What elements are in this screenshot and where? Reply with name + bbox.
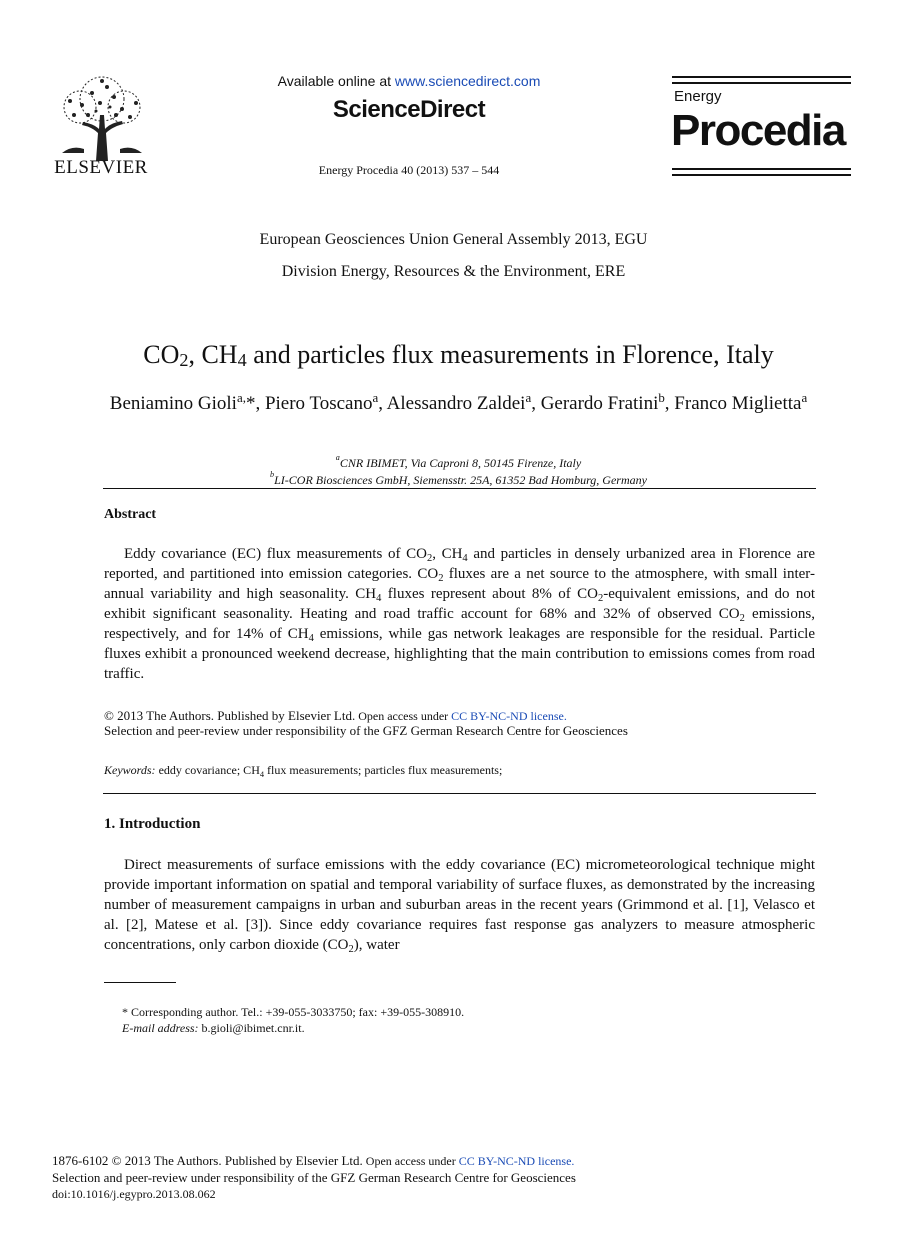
abstract-text: Eddy covariance (EC) flux measurements of $CO_2$, $CH_4$ and particles in densely urbanized area in Florence are reported, and partitioned into emission categories. $CO_2$ fluxes are a net source to the atmosphere, with small inter-annual variability and high seasonality. $CH_4$ fluxes represent about 8% of $CO_2$-equivalent emissions, and do not exhibit significant seasonality. Heating and road traffic account for 68% and 32% of observed $CO_2$ emissions, respectively, and for 14% of $CH_4$ emissions, while gas network leakages are responsible for the residual. Particle fluxes exhibit a pronounced weekend decrease, highlighting that the main contribution to emissions comes from road traffic. [104,546,816,682]
affiliation-b: $^b$LI-COR Biosciences GmbH, Siemensstr. 25A, 61352 Bad Homburg, Germany [270,470,647,487]
author-toscano: , Piero Toscano [255,393,373,414]
sciencedirect-logo-text: ScienceDirect [332,96,486,123]
author-zaldei: , Alessandro Zaldei [378,393,526,414]
divider-top [103,488,816,489]
journal-logo-rule-bottom2 [672,174,851,176]
journal-logo-rule-top [672,76,851,78]
author-miglietta: , Franco Miglietta [664,393,802,414]
conference-line-1: European Geosciences Union General Assembly 2013, EGU [259,231,648,248]
paper-title: $CO_2$, $CH_4$ and particles flux measurements in Florence, Italy [143,340,774,370]
intro-heading: 1. Introduction [104,816,201,832]
publisher-name: ELSEVIER [54,157,148,178]
affiliation-a: $^a$CNR IBIMET, Via Caproni 8, 50145 Firenze, Italy [335,453,582,470]
license-link[interactable]: CC BY-NC-ND license. [451,709,567,723]
journal-logo-energy: Energy [674,88,722,105]
journal-logo-rule-top2 [672,82,851,84]
journal-reference: Energy Procedia 40 (2013) 537 – 544 [318,163,500,177]
corresponding-author: * Corresponding author. Tel.: +39-055-3033750; fax: +39-055-308910. [122,1005,465,1019]
divider-bottom [103,793,816,794]
author-gioli: Beniamino Gioli [109,393,237,414]
conference-line-2: Division Energy, Resources & the Environment, ERE [281,263,626,280]
email-line: E-mail address: b.gioli@ibimet.cnr.it. [122,1021,305,1035]
available-prefix: Available online at [277,73,395,89]
footer-license-link[interactable]: CC BY-NC-ND license. [458,1154,575,1168]
copyright-line: © 2013 The Authors. Published by Elsevier Ltd. Open access under CC BY-NC-ND license. [104,708,567,723]
intro-text: Direct measurements of surface emissions with the eddy covariance (EC) micrometeorological technique might provide important information on spatial and temporal variability of surface fluxes, as demonstrated by the increasing number of measurement campaigns in urban and suburban areas in the recent years (Grimmond et al. [1], Velasco et al. [2], Matese et al. [3]). Since eddy covariance requires fast response gas analyzers to measure atmospheric concentrations, only carbon dioxide $(CO_2)$, water [104,857,815,955]
sciencedirect-link[interactable]: www.sciencedirect.com [394,73,541,89]
available-online [250,73,568,89]
footer-issn: 1876-6102 © 2013 The Authors. Published by Elsevier Ltd. Open access under CC BY-NC-ND license. [52,1153,575,1168]
footnote-rule [104,982,176,983]
journal-logo-rule-bottom [672,168,851,170]
journal-logo-procedia: Procedia [671,106,845,155]
review-line: Selection and peer-review under responsibility of the GFZ German Research Centre for Geosciences [104,723,628,738]
abstract-heading: Abstract [104,507,157,522]
email-address[interactable]: b.gioli@ibimet.cnr.it. [198,1021,305,1035]
keywords: Keywords: eddy covariance; $CH_4$ flux measurements; particles flux measurements; [104,763,503,779]
footer-doi[interactable]: doi:10.1016/j.egypro.2013.08.062 [52,1187,216,1201]
author-fratini: , Gerardo Fratini [531,393,659,414]
author-list: Beniamino Gioli$^{a,}$*, Piero Toscano$^a$, Alessandro Zaldei$^a$, Gerardo Fratini$^b$, Franco Miglietta$^a$ [109,390,808,414]
footer-review: Selection and peer-review under responsibility of the GFZ German Research Centre for Geosciences [52,1170,576,1185]
